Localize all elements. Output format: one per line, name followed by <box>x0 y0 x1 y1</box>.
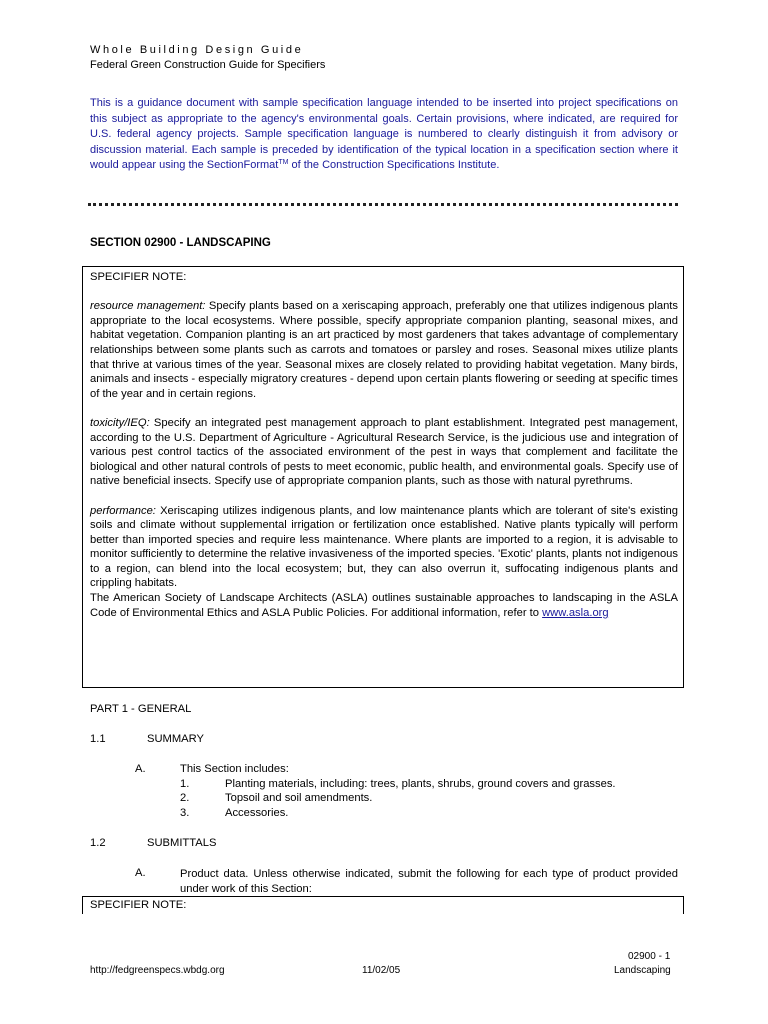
intro-guidance-text <box>90 96 678 174</box>
note-performance <box>90 504 678 592</box>
note-text: Xeriscaping utilizes indigenous plants, and low maintenance plants which are tolerant of site's existing soils and climate without supplemental irrigation or fertilization once established. Native plants typically will perform better than imported species and require less maintenance. Where plants are imported to a region, it is advisable to monitor sufficiently to determine the relative invasiveness of the imported species. 'Exotic' plants, plants not indigenous to a region, can blend into the local ecosystem; but, they can also overrun it, suffocating indigenous plants and crippling habitats. <box>90 504 678 590</box>
footer-page-number: 02900 - 1 <box>628 951 671 962</box>
footer-section: Landscaping <box>614 965 671 976</box>
header-title: Whole Building Design Guide <box>90 44 304 56</box>
specifier-note-label: SPECIFIER NOTE: <box>90 271 187 283</box>
asla-link[interactable]: www.asla.org <box>542 606 609 619</box>
note-text: Specify an integrated pest management approach to plant establishment. Integrated pest management, according to the U.S. Department of Agriculture - Agricultural Research Service, is the judicious use and integration of various pest control tactics of the associated environment of the pest in ways that complement and facilitate the biological and other natural controls of pests to meet economic, public health, and environmental goals. Specify use of native beneficial insects. Specify use of appropriate companion plants, such as those with natural pyrethrums. <box>90 416 678 488</box>
paragraph-text: This Section includes: <box>180 763 289 775</box>
specifier-note-content <box>90 270 678 620</box>
list-item-number: 2. <box>180 792 190 804</box>
article-title: SUBMITTALS <box>147 837 217 849</box>
list-item-number: 3. <box>180 807 190 819</box>
trademark-mark: TM <box>278 159 289 166</box>
note-text: The American Society of Landscape Architects (ASLA) outlines sustainable approaches to landscaping in the ASLA Code of Environmental Ethics and ASLA Public Policies. For additional information, refer to <box>90 592 678 619</box>
list-item: Accessories. <box>225 807 289 819</box>
footer-date: 11/02/05 <box>362 965 401 976</box>
dotted-divider <box>88 203 678 206</box>
article-number: 1.1 <box>90 733 106 745</box>
intro-text-end: of the Construction Specifications Institute. <box>288 159 500 171</box>
list-item: Planting materials, including: trees, plants, shrubs, ground covers and grasses. <box>225 778 616 790</box>
specifier-note-label-2: SPECIFIER NOTE: <box>90 899 187 911</box>
paragraph-label: A. <box>135 763 146 775</box>
header-subtitle: Federal Green Construction Guide for Specifiers <box>90 59 326 71</box>
note-text: Specify plants based on a xeriscaping approach, preferably one that utilizes indigenous plants appropriate to the local ecosystems. Where possible, specify appropriate companion planting, seasonal mixes, and habitat vegetation. Companion planting is an art practiced by most gardeners that takes advantage of complementary relationships between some plants such as carrots and tomatoes or parsley and roses. Seasonal mixes utilize plants that thrive at various times of the year. Seasonal mixes are closely related to providing habitat vegetation. Many birds, animals and insects - especially migratory creatures - depend upon certain plants flowering or seeding at specific times of the year and in certain regions. <box>90 300 678 400</box>
part-title: PART 1 - GENERAL <box>90 703 192 715</box>
list-item-number: 1. <box>180 778 190 790</box>
list-item: Topsoil and soil amendments. <box>225 792 373 804</box>
note-asla <box>90 591 678 620</box>
paragraph-text: Product data. Unless otherwise indicated, submit the following for each type of product provided under work of this Section: <box>180 868 678 895</box>
note-lead: performance: <box>90 504 156 517</box>
article-number: 1.2 <box>90 837 106 849</box>
note-lead: toxicity/IEQ: <box>90 416 150 429</box>
note-toxicity-ieq <box>90 416 678 489</box>
note-lead: resource management: <box>90 300 206 313</box>
intro-text: This is a guidance document with sample specification language intended to be inserted into project specifications on this subject as appropriate to the agency's environmental goals. Certain provisions, where indicated, are required for U.S. federal agency projects. Sample specification language is numbered to clearly distinguish it from advisory or discussion material. Each sample is preceded by identification of the typical location in a specification section where it would appear using the SectionFormat <box>90 97 678 171</box>
paragraph-label: A. <box>135 867 146 879</box>
footer-url: http://fedgreenspecs.wbdg.org <box>90 965 225 976</box>
section-title: SECTION 02900 - LANDSCAPING <box>90 237 271 249</box>
note-resource-management <box>90 299 678 401</box>
article-title: SUMMARY <box>147 733 204 745</box>
